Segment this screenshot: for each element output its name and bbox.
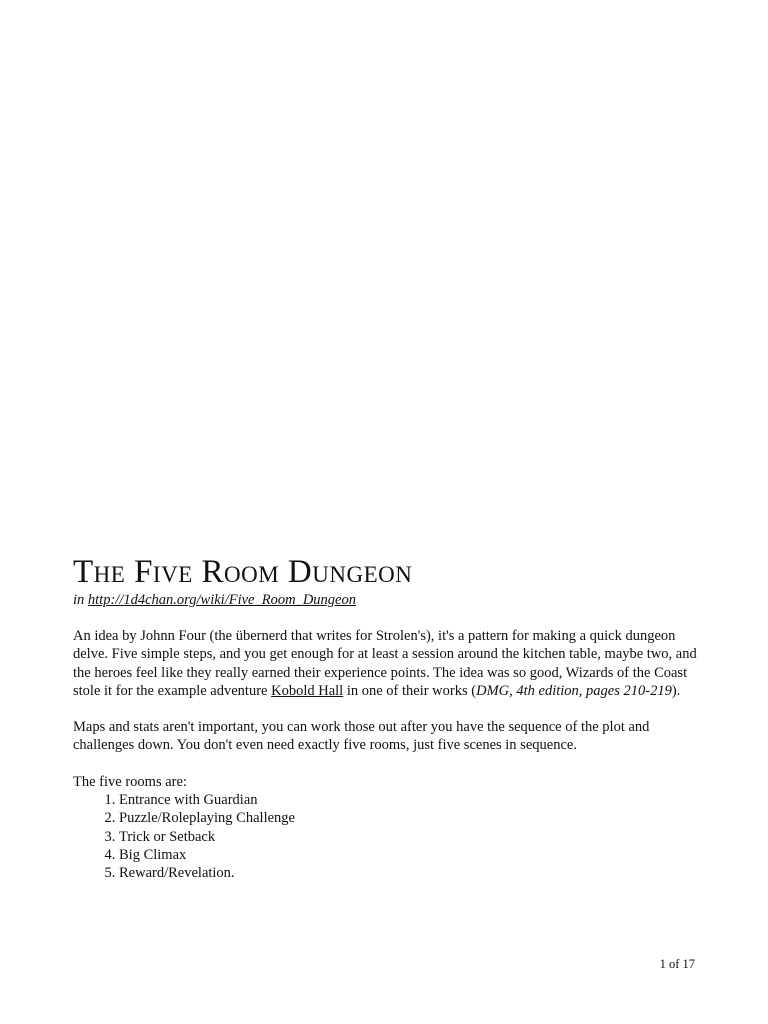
- citation-open: (: [471, 682, 477, 699]
- intro-text: An idea by Johnn Four (the übernerd that writes for Strolen's), it's a pattern for making a quick dungeon delve. Five simple steps, and you get enough for at least a session around the kitchen table, maybe two, and the heroes feel like they really earned their experience points. The idea was so good, Wizards of the Coast stole it for the example adventure: [73, 628, 697, 699]
- page-number: 1 of 17: [659, 957, 695, 971]
- citation: DMG, 4th edition, pages 210-219: [476, 682, 672, 699]
- list-item: 1. Entrance with Guardian: [119, 791, 703, 809]
- citation-close: ).: [671, 682, 681, 699]
- page-title: The Five Room Dungeon: [73, 554, 413, 590]
- intro-text-after-link: in one of their works: [346, 682, 468, 699]
- list-item: 5. Reward/Revelation.: [119, 864, 703, 882]
- source-prefix: in: [73, 592, 85, 608]
- maps-paragraph: Maps and stats aren't important, you can work those out after you have the sequence of the plot and challenges down. You don't even need exactly five rooms, just five scenes in sequence.: [73, 719, 650, 754]
- page-content: [73, 553, 703, 883]
- list-item: 3. Trick or Setback: [119, 828, 703, 846]
- source-link[interactable]: http://1d4chan.org/wiki/Five_Room_Dungeon: [87, 592, 356, 608]
- intro-paragraph: [73, 627, 703, 700]
- list-item: 4. Big Climax: [119, 846, 703, 864]
- source-line: [73, 591, 703, 609]
- rooms-list: [73, 791, 703, 882]
- kobold-hall-link[interactable]: Kobold Hall: [271, 682, 344, 699]
- list-intro: The five rooms are:: [73, 773, 187, 790]
- list-item: 2. Puzzle/Roleplaying Challenge: [119, 809, 703, 827]
